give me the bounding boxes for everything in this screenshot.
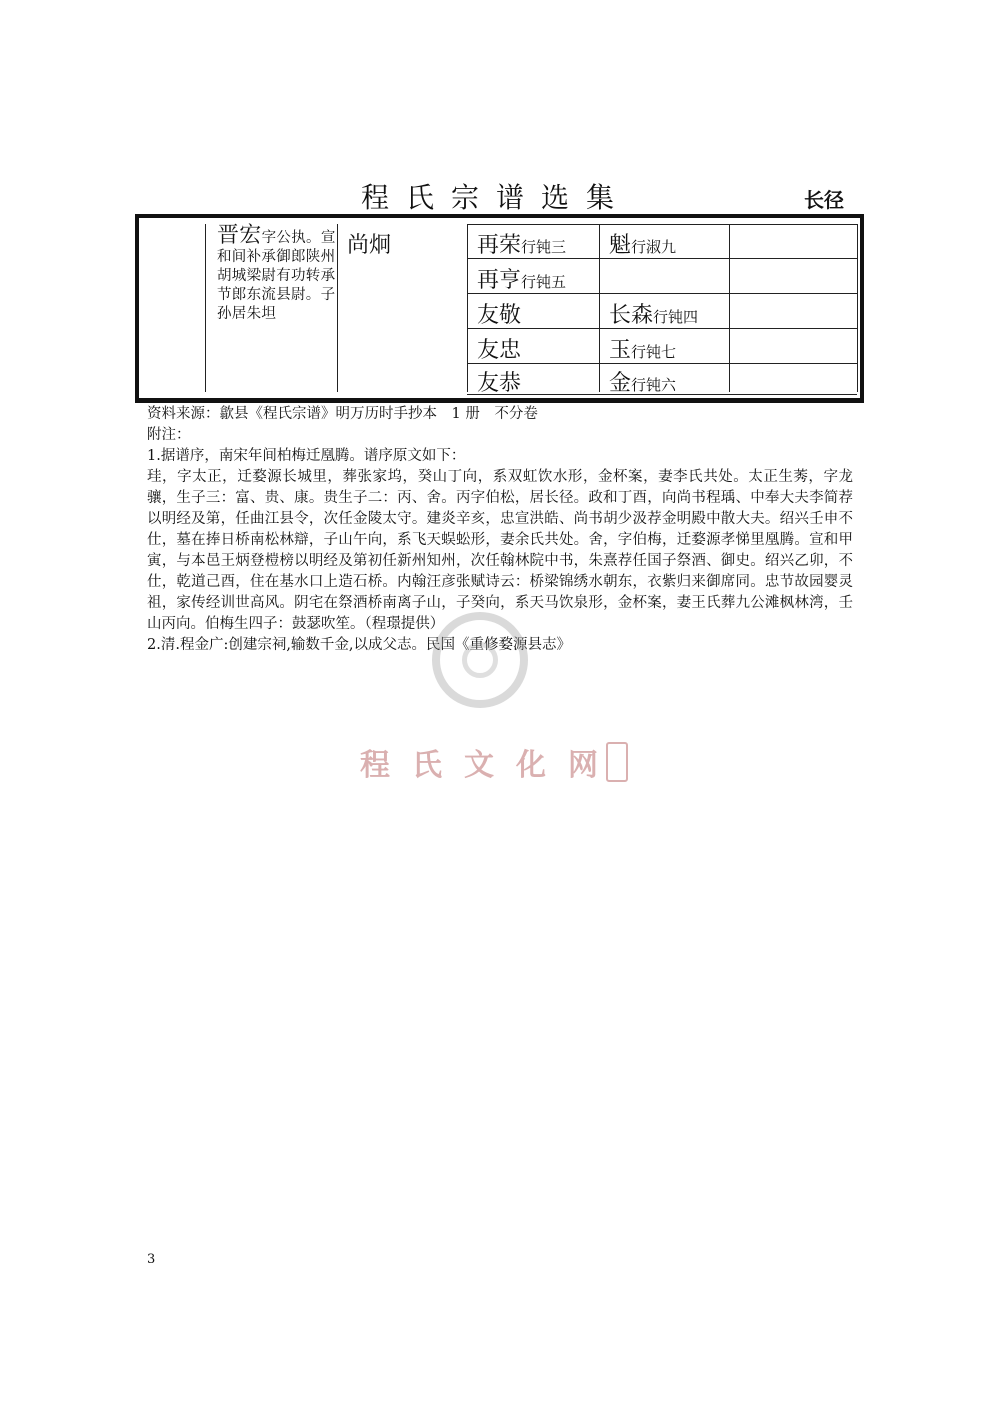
table-row bbox=[477, 298, 521, 329]
watermark-seal-icon bbox=[432, 612, 528, 708]
grandson-note: 行钝五 bbox=[521, 273, 567, 291]
great-grandson-name: 金 bbox=[609, 371, 632, 396]
watermark-stamp-icon bbox=[606, 742, 628, 782]
table-row bbox=[477, 263, 566, 294]
table-row bbox=[477, 228, 566, 259]
great-grandson-note: 行淑九 bbox=[631, 238, 677, 256]
genealogy-table bbox=[135, 214, 864, 403]
table-row bbox=[477, 366, 521, 397]
watermark-ring-icon bbox=[462, 642, 498, 678]
table-row bbox=[477, 333, 521, 364]
grandson-note: 行钝三 bbox=[521, 238, 567, 256]
appendix-label: 附注： bbox=[147, 427, 191, 443]
table-row-child bbox=[609, 333, 676, 364]
great-grandson-note: 行钝六 bbox=[631, 376, 677, 394]
note-2: 2.清.程金广:创建宗祠,输数千金,以成父志。民国《重修婺源县志》 bbox=[147, 637, 572, 653]
person-courtesy: 字公执。 bbox=[261, 230, 321, 246]
grandson-name: 再荣 bbox=[477, 233, 522, 258]
page-number: 3 bbox=[147, 1252, 156, 1267]
branch-name: 长径 bbox=[804, 188, 844, 212]
grandson-name: 友恭 bbox=[477, 371, 522, 396]
person-bio bbox=[217, 223, 341, 324]
table-row-child bbox=[609, 366, 676, 397]
page-title: 程氏宗谱选集 bbox=[360, 181, 631, 214]
grandson-name: 再亨 bbox=[477, 268, 522, 293]
watermark-text: 程氏文化网 bbox=[360, 748, 620, 783]
great-grandson-note: 行钝七 bbox=[631, 343, 677, 361]
person-bio-text: 宣和间补承御郎陕州胡城梁尉有功转承节郎东流县尉。子孙居朱坦 bbox=[217, 230, 336, 322]
note-1-body: 珪，字太正，迁婺源长城里，葬张家坞，癸山丁向，系双虹饮水形，金杯案，妻李氏共处。太正生莠，字龙骧，生子三：富、贵、康。贵生子二：丙、舍。丙字伯松，居长径。政和丁酉，向尚书程瑀、中奉大夫李简荐以明经及第，任曲江县令，次任金陵太守。建炎辛亥，忠宣洪皓、尚书胡少汲荐金明殿中散大夫。绍兴壬申不仕，墓在捧日桥南松林辯，子山午向，系飞天蜈蚣形，妻余氏共处。舍，字伯梅，迁婺源孝悌里凰腾。宣和甲寅，与本邑王炳登榿榜以明经及第初任新州知州，次任翰林院中书，朱熹荐任国子祭酒、御史。绍兴乙卯，不仕，乾道己酉，住在基水口上造石桥。内翰汪彦张赋诗云：桥梁锦绣水朝东，衣紫归来御席同。忠节故园婴灵祖，家传经训世高风。阴宅在祭酒桥南离子山，子癸向，系天马饮泉形，金杯案，妻王氏葬九公滩枫林湾，壬山丙向。伯梅生四子：鼓瑟吹笙。（程璟提供） bbox=[147, 469, 853, 632]
great-grandson-name: 长森 bbox=[609, 303, 654, 328]
son-name: 尚炯 bbox=[347, 233, 392, 258]
grandson-name: 友忠 bbox=[477, 338, 522, 363]
table-row-child bbox=[609, 298, 698, 329]
person-name: 晋宏 bbox=[217, 223, 262, 248]
great-grandson-name: 玉 bbox=[609, 338, 632, 363]
note-1-intro: 1.据谱序，南宋年间柏梅迁凰腾。谱序原文如下： bbox=[147, 448, 466, 464]
great-grandson-name: 魁 bbox=[609, 233, 632, 258]
source-line: 资料来源：歙县《程氏宗谱》明万历时手抄本 1 册 不分卷 bbox=[147, 406, 538, 422]
great-grandson-note: 行钝四 bbox=[653, 308, 699, 326]
grandson-name: 友敬 bbox=[477, 303, 522, 328]
table-row-child bbox=[609, 228, 676, 259]
